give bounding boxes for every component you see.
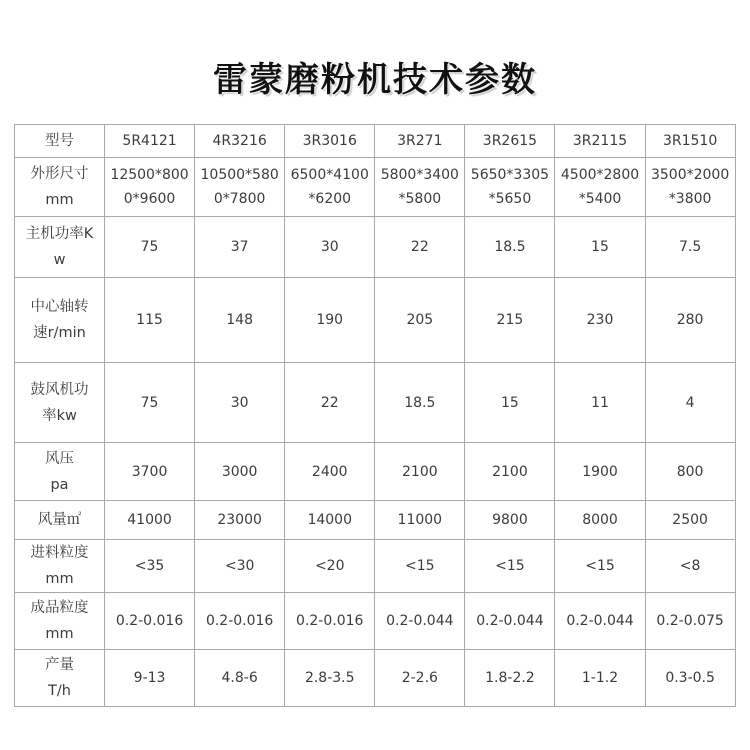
table-cell: 9800: [465, 501, 555, 540]
table-cell: <35: [105, 540, 195, 593]
table-cell: 0.2-0.016: [195, 593, 285, 650]
table-cell: 15: [465, 363, 555, 443]
table-cell: 0.2-0.016: [285, 593, 375, 650]
table-cell: <30: [195, 540, 285, 593]
table-cell: 1-1.2: [555, 650, 645, 707]
row-label: 风压pa: [45, 450, 74, 493]
table-cell: 11000: [375, 501, 465, 540]
table-cell: 30: [195, 363, 285, 443]
table-cell: 15: [555, 217, 645, 278]
row-label: 产量T/h: [45, 657, 74, 699]
table-cell: 41000: [105, 501, 195, 540]
table-cell: 23000: [195, 501, 285, 540]
table-cell: 11: [555, 363, 645, 443]
table-cell: 800: [645, 443, 735, 501]
table-cell: 1900: [555, 443, 645, 501]
table-cell: 22: [285, 363, 375, 443]
table-cell: 0.2-0.075: [645, 593, 735, 650]
row-label: 鼓风机功率kw: [30, 381, 89, 424]
table-header-row: [15, 125, 736, 158]
table-cell: 22: [375, 217, 465, 278]
row-label: 中心轴转速r/min: [30, 299, 89, 341]
table-cell: 148: [195, 278, 285, 363]
header-label: 型号: [15, 125, 105, 158]
table-cell: 2400: [285, 443, 375, 501]
table-cell: 4.8-6: [195, 650, 285, 707]
table-cell: 2500: [645, 501, 735, 540]
table-cell: 230: [555, 278, 645, 363]
table-cell: 4500*2800*5400: [560, 167, 640, 207]
table-cell: 75: [105, 217, 195, 278]
table-cell: <15: [555, 540, 645, 593]
table-cell: 115: [105, 278, 195, 363]
table-cell: 5650*3305*5650: [470, 167, 550, 207]
table-cell: 75: [105, 363, 195, 443]
table-cell: 8000: [555, 501, 645, 540]
table-row: [15, 278, 736, 363]
row-label: 风量㎡: [15, 501, 105, 540]
table-cell: 0.3-0.5: [645, 650, 735, 707]
model-header: 3R271: [375, 125, 465, 158]
table-row: [15, 217, 736, 278]
model-header: 3R2115: [555, 125, 645, 158]
table-cell: 10500*5800*7800: [200, 167, 279, 207]
spec-table: [14, 124, 736, 707]
table-cell: 0.2-0.016: [105, 593, 195, 650]
model-header: 5R4121: [105, 125, 195, 158]
table-cell: <8: [645, 540, 735, 593]
table-cell: <15: [465, 540, 555, 593]
table-cell: 4: [645, 363, 735, 443]
table-row: [15, 363, 736, 443]
model-header: 3R2615: [465, 125, 555, 158]
table-cell: 6500*4100*6200: [290, 167, 369, 207]
table-row: [15, 540, 736, 593]
table-cell: 3500*2000*3800: [650, 167, 730, 207]
table-cell: 3000: [195, 443, 285, 501]
table-cell: 2.8-3.5: [285, 650, 375, 707]
table-cell: 1.8-2.2: [465, 650, 555, 707]
table-cell: 2100: [465, 443, 555, 501]
table-cell: 0.2-0.044: [555, 593, 645, 650]
table-cell: 18.5: [375, 363, 465, 443]
table-cell: 37: [195, 217, 285, 278]
table-cell: 9-13: [105, 650, 195, 707]
table-cell: 2100: [375, 443, 465, 501]
table-cell: 18.5: [465, 217, 555, 278]
table-row: [15, 593, 736, 650]
table-cell: 205: [375, 278, 465, 363]
model-header: 3R1510: [645, 125, 735, 158]
table-row: [15, 443, 736, 501]
row-label: 外形尺寸mm: [30, 166, 89, 208]
table-cell: 0.2-0.044: [465, 593, 555, 650]
model-header: 4R3216: [195, 125, 285, 158]
table-cell: 12500*8000*9600: [110, 167, 189, 207]
table-row: [15, 650, 736, 707]
table-row: [15, 158, 736, 217]
page-title: 雷蒙磨粉机技术参数: [213, 60, 537, 100]
table-cell: 190: [285, 278, 375, 363]
table-cell: 5800*3400*5800: [380, 167, 459, 207]
table-cell: 14000: [285, 501, 375, 540]
table-cell: 7.5: [645, 217, 735, 278]
table-cell: 30: [285, 217, 375, 278]
row-label: 主机功率Kw: [25, 226, 94, 268]
table-cell: 3700: [105, 443, 195, 501]
table-cell: 2-2.6: [375, 650, 465, 707]
table-cell: 215: [465, 278, 555, 363]
row-label: 成品粒度mm: [30, 600, 89, 642]
table-cell: <20: [285, 540, 375, 593]
table-cell: <15: [375, 540, 465, 593]
table-cell: 0.2-0.044: [375, 593, 465, 650]
row-label: 进料粒度mm: [30, 545, 89, 587]
model-header: 3R3016: [285, 125, 375, 158]
table-cell: 280: [645, 278, 735, 363]
table-row: [15, 501, 736, 540]
